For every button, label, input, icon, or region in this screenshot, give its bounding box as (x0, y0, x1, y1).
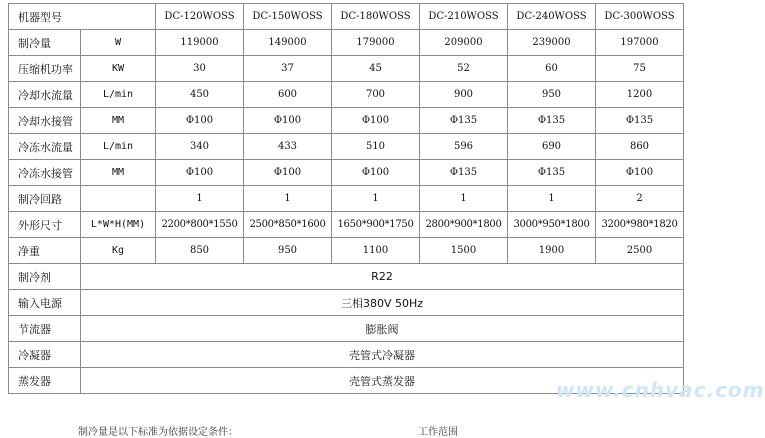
row-unit: Kg (81, 238, 156, 264)
row-label: 净重 (9, 238, 81, 264)
row-label: 压缩机功率 (9, 56, 81, 82)
row-unit: L/min (81, 82, 156, 108)
row-label: 冷凝器 (9, 342, 81, 368)
spec-value: 209000 (420, 30, 508, 56)
model-name: DC-180WOSS (332, 4, 420, 30)
model-name: DC-120WOSS (156, 4, 244, 30)
spec-row (9, 56, 684, 82)
spec-value: Φ100 (156, 160, 244, 186)
spec-value: 1100 (332, 238, 420, 264)
row-unit: MM (81, 108, 156, 134)
spec-value: 2800*900*1800 (420, 212, 508, 238)
row-label: 蒸发器 (9, 368, 81, 394)
spec-value: 179000 (332, 30, 420, 56)
spec-value: 1 (244, 186, 332, 212)
spec-row (9, 134, 684, 160)
spec-row (9, 186, 684, 212)
row-unit: MM (81, 160, 156, 186)
row-unit: KW (81, 56, 156, 82)
row-label: 制冷量 (9, 30, 81, 56)
row-label: 节流器 (9, 316, 81, 342)
spec-value: Φ135 (596, 108, 684, 134)
footer-note-left: 制冷量是以下标准为依据设定条件： (78, 427, 238, 438)
shared-spec-value: 壳管式蒸发器 (81, 368, 684, 394)
spec-value: Φ100 (244, 108, 332, 134)
spec-value: Φ100 (244, 160, 332, 186)
spec-value: Φ135 (508, 160, 596, 186)
spec-value: 950 (244, 238, 332, 264)
model-name: DC-150WOSS (244, 4, 332, 30)
spec-value: 690 (508, 134, 596, 160)
spec-value: 1500 (420, 238, 508, 264)
spec-value: 1200 (596, 82, 684, 108)
row-label: 外形尺寸 (9, 212, 81, 238)
spec-value: 860 (596, 134, 684, 160)
spec-row (9, 30, 684, 56)
spec-value: Φ135 (420, 160, 508, 186)
spec-value: Φ100 (156, 108, 244, 134)
row-unit: L*W*H(MM) (81, 212, 156, 238)
spec-value: 60 (508, 56, 596, 82)
row-label: 冷冻水接管 (9, 160, 81, 186)
shared-spec-row (9, 290, 684, 316)
spec-value: 1 (508, 186, 596, 212)
shared-spec-value: 壳管式冷凝器 (81, 342, 684, 368)
spec-value: 600 (244, 82, 332, 108)
spec-value: 950 (508, 82, 596, 108)
spec-value: Φ135 (508, 108, 596, 134)
spec-value: 1 (332, 186, 420, 212)
spec-value: 1 (420, 186, 508, 212)
header-row (9, 4, 684, 30)
spec-value: 2500*850*1600 (244, 212, 332, 238)
spec-value: 900 (420, 82, 508, 108)
spec-value: 149000 (244, 30, 332, 56)
row-label: 输入电源 (9, 290, 81, 316)
spec-value: 2500 (596, 238, 684, 264)
spec-value: 510 (332, 134, 420, 160)
model-name: DC-210WOSS (420, 4, 508, 30)
spec-value: Φ100 (332, 160, 420, 186)
spec-value: 2200*800*1550 (156, 212, 244, 238)
spec-row (9, 212, 684, 238)
spec-row (9, 160, 684, 186)
shared-spec-value: 三相380V 50Hz (81, 290, 684, 316)
model-name: DC-300WOSS (596, 4, 684, 30)
row-label: 制冷回路 (9, 186, 81, 212)
spec-value: 1900 (508, 238, 596, 264)
spec-value: 3000*950*1800 (508, 212, 596, 238)
shared-spec-row (9, 316, 684, 342)
shared-spec-row (9, 342, 684, 368)
spec-value: 75 (596, 56, 684, 82)
spec-value: 197000 (596, 30, 684, 56)
spec-value: 3200*980*1820 (596, 212, 684, 238)
row-label: 冷冻水流量 (9, 134, 81, 160)
row-unit: W (81, 30, 156, 56)
spec-value: 52 (420, 56, 508, 82)
spec-table-body (9, 4, 684, 394)
spec-row (9, 82, 684, 108)
spec-value: 239000 (508, 30, 596, 56)
spec-value: 1650*900*1750 (332, 212, 420, 238)
spec-value: 596 (420, 134, 508, 160)
watermark-logo: www.cnhvac.com (556, 378, 765, 402)
row-label: 冷却水流量 (9, 82, 81, 108)
header-label: 机器型号 (9, 4, 156, 30)
row-label: 冷却水接管 (9, 108, 81, 134)
model-name: DC-240WOSS (508, 4, 596, 30)
spec-row (9, 238, 684, 264)
spec-value: Φ135 (420, 108, 508, 134)
spec-value: 340 (156, 134, 244, 160)
footer-note-right: 工作范围 (418, 427, 458, 438)
row-unit: L/min (81, 134, 156, 160)
spec-value: 700 (332, 82, 420, 108)
row-label: 制冷剂 (9, 264, 81, 290)
spec-value: 850 (156, 238, 244, 264)
row-unit (81, 186, 156, 212)
shared-spec-value: 膨胀阀 (81, 316, 684, 342)
spec-value: Φ100 (596, 160, 684, 186)
spec-value: 2 (596, 186, 684, 212)
spec-value: Φ100 (332, 108, 420, 134)
spec-value: 433 (244, 134, 332, 160)
spec-value: 45 (332, 56, 420, 82)
shared-spec-row (9, 264, 684, 290)
spec-row (9, 108, 684, 134)
spec-value: 30 (156, 56, 244, 82)
spec-value: 1 (156, 186, 244, 212)
shared-spec-value: R22 (81, 264, 684, 290)
spec-table (8, 3, 684, 394)
spec-value: 37 (244, 56, 332, 82)
spec-value: 119000 (156, 30, 244, 56)
spec-value: 450 (156, 82, 244, 108)
